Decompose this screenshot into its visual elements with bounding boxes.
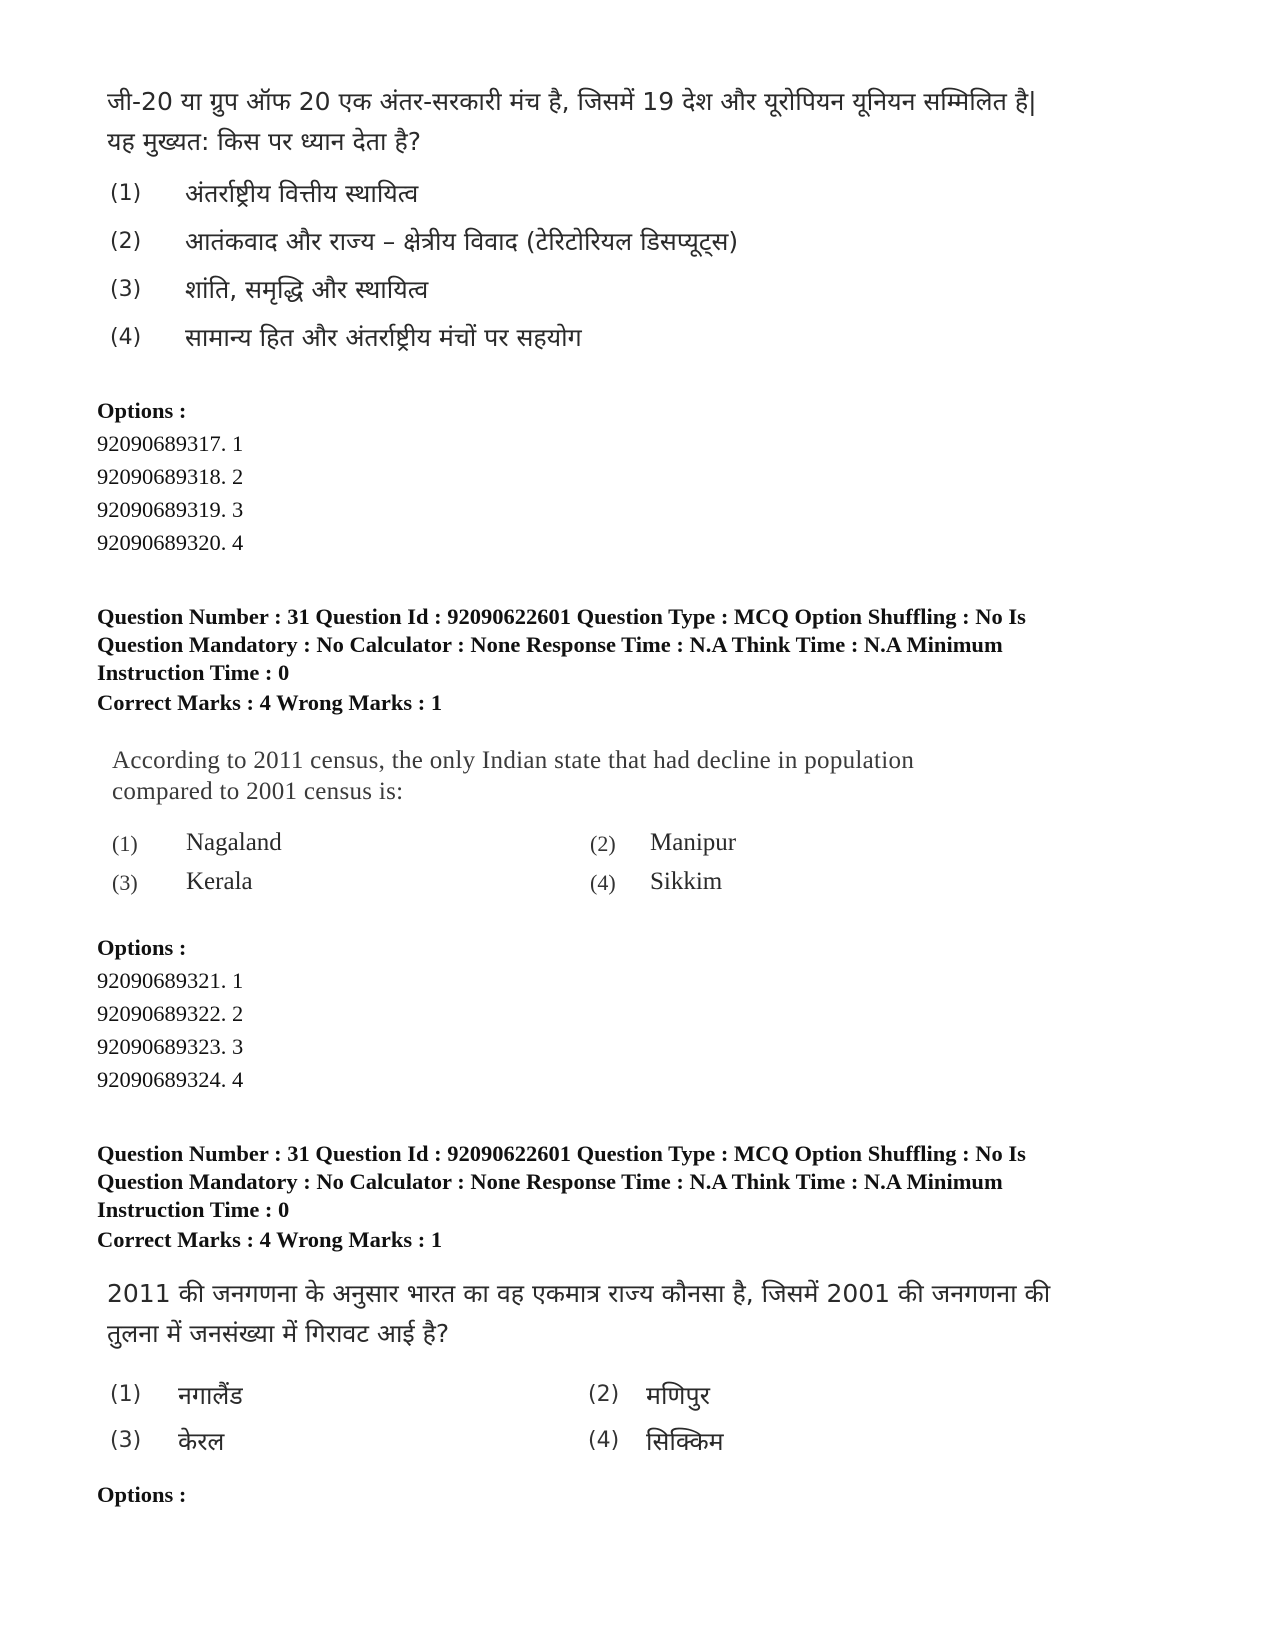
option-code: 92090689319. 3 — [97, 497, 244, 522]
choice-number: (1) — [112, 831, 138, 856]
question-block-1 — [0, 82, 1275, 368]
question-text — [112, 745, 1087, 807]
options-label: Options : — [97, 398, 187, 423]
question-meta — [97, 1140, 1107, 1224]
meta-line: Instruction Time : 0 — [97, 1197, 290, 1222]
choice-item — [0, 176, 1275, 224]
choice-text: Sikkim — [650, 868, 723, 895]
choice-text: Manipur — [650, 829, 737, 856]
question-block-3 — [0, 1274, 1275, 1468]
choice-number: (3) — [112, 870, 138, 895]
choice-text: शांति, समृद्धि और स्थायित्व — [185, 275, 429, 304]
choice-list — [0, 176, 1275, 368]
choice-number: (3) — [110, 1428, 142, 1453]
question-line: यह मुख्यत: किस पर ध्यान देता है? — [107, 127, 421, 156]
choice-text: नगालैंड — [178, 1381, 243, 1410]
marks-line: Correct Marks : 4 Wrong Marks : 1 — [97, 1227, 443, 1252]
meta-line: Question Number : 31 Question Id : 92090622601 Question Type : MCQ Option Shuffling : No Is — [97, 604, 1026, 629]
question-line: 2011 की जनगणना के अनुसार भारत का वह एकमात्र राज्य कौनसा है, जिसमें 2001 की जनगणना की — [107, 1279, 1051, 1308]
choice-number: (4) — [590, 870, 616, 895]
choice-text: आतंकवाद और राज्य – क्षेत्रीय विवाद (टेरिटोरियल डिसप्यूट्स) — [185, 227, 739, 256]
option-code: 92090689323. 3 — [97, 1034, 244, 1059]
option-code: 92090689322. 2 — [97, 1001, 244, 1026]
choice-text: केरल — [178, 1427, 225, 1456]
meta-line: Instruction Time : 0 — [97, 660, 290, 685]
choice-text: Kerala — [186, 868, 253, 895]
choice-text: सिक्किम — [646, 1427, 724, 1456]
choice-number: (4) — [110, 325, 142, 350]
choice-item — [0, 224, 1275, 272]
choice-number: (1) — [110, 181, 142, 206]
choice-text: मणिपुर — [646, 1381, 710, 1410]
options-label: Options : — [97, 1482, 187, 1507]
choice-item — [0, 320, 1275, 368]
question-line: compared to 2001 census is: — [112, 778, 404, 805]
options-label: Options : — [97, 935, 187, 960]
choice-number: (2) — [590, 831, 616, 856]
choice-number: (2) — [588, 1382, 620, 1407]
option-code: 92090689320. 4 — [97, 530, 244, 555]
option-code: 92090689317. 1 — [97, 431, 244, 456]
choice-text: Nagaland — [186, 829, 282, 856]
choice-number: (2) — [110, 229, 142, 254]
option-code: 92090689321. 1 — [97, 968, 244, 993]
option-code: 92090689318. 2 — [97, 464, 244, 489]
choice-text: सामान्य हित और अंतर्राष्ट्रीय मंचों पर सहयोग — [185, 323, 582, 352]
choice-number: (3) — [110, 277, 142, 302]
meta-line: Question Mandatory : No Calculator : None Response Time : N.A Think Time : N.A Minimum — [97, 1169, 1003, 1194]
question-line: तुलना में जनसंख्या में गिरावट आई है? — [107, 1319, 450, 1348]
choice-number: (4) — [588, 1428, 620, 1453]
question-text — [107, 82, 1107, 162]
marks-line: Correct Marks : 4 Wrong Marks : 1 — [97, 690, 443, 715]
meta-line: Question Mandatory : No Calculator : None Response Time : N.A Think Time : N.A Minimum — [97, 632, 1003, 657]
choice-text: अंतर्राष्ट्रीय वित्तीय स्थायित्व — [185, 179, 419, 208]
choice-number: (1) — [110, 1382, 142, 1407]
choice-item — [0, 272, 1275, 320]
meta-line: Question Number : 31 Question Id : 92090622601 Question Type : MCQ Option Shuffling : No Is — [97, 1141, 1026, 1166]
choice-grid — [0, 1372, 1275, 1468]
question-text — [107, 1274, 1107, 1354]
question-block-2 — [0, 745, 1275, 913]
question-line: जी-20 या ग्रुप ऑफ 20 एक अंतर-सरकारी मंच है, जिसमें 19 देश और यूरोपियन यूनियन सम्मिलित है| — [107, 87, 1037, 116]
question-line: According to 2011 census, the only Indian state that had decline in population — [112, 747, 915, 774]
option-code: 92090689324. 4 — [97, 1067, 244, 1092]
question-meta — [97, 603, 1107, 687]
choice-grid — [0, 823, 1275, 913]
